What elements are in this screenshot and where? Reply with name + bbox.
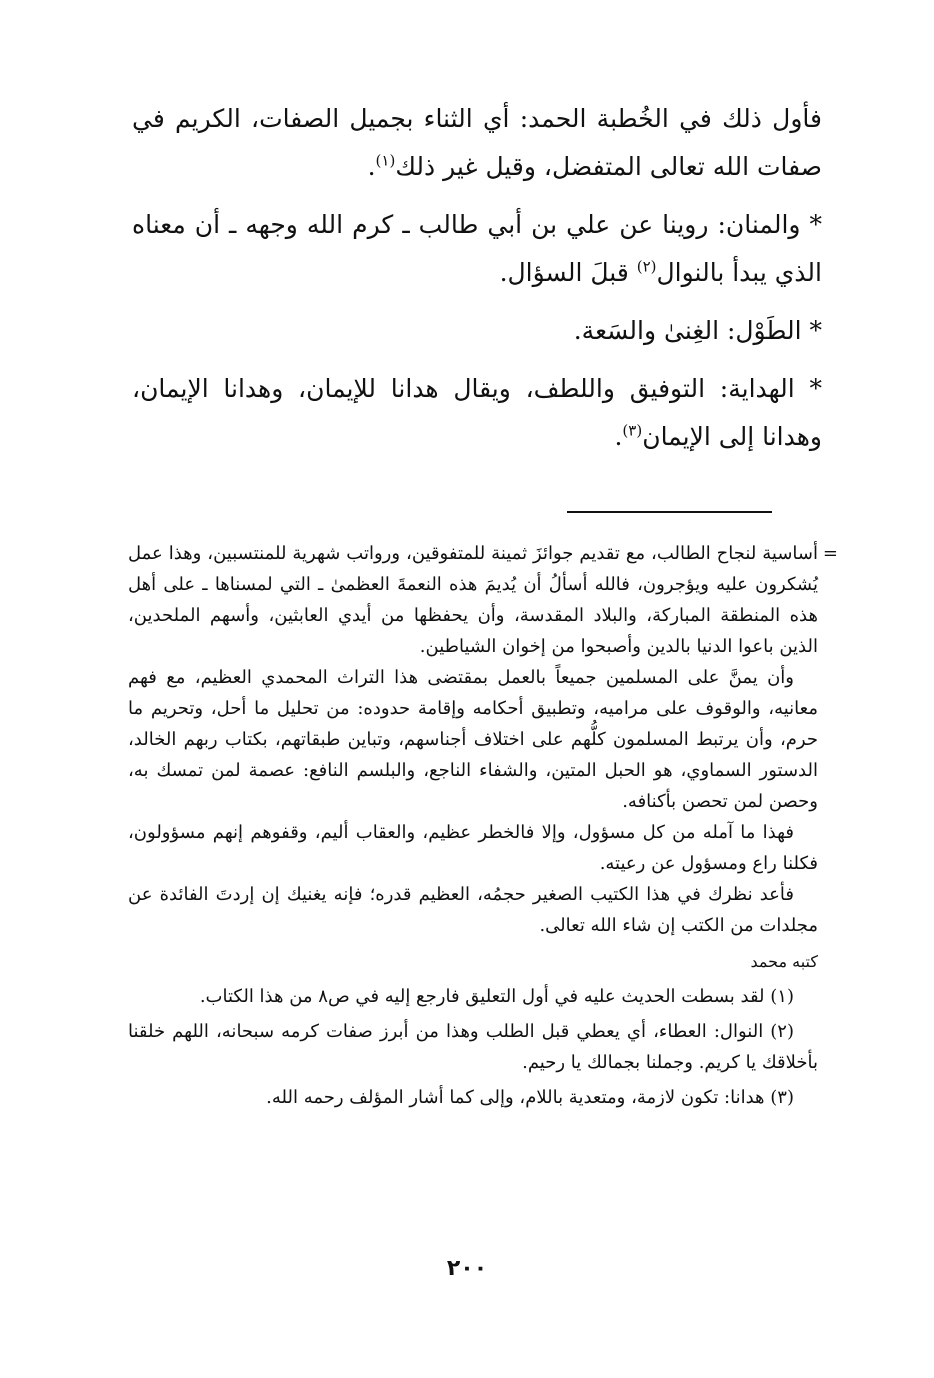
paragraph-hidaya-text: * الهداية: التوفيق واللطف، ويقال هدانا للإيمان، وهدانا الإيمان، وهدانا إلى الإيمان [132, 374, 822, 451]
paragraph-khutba-end: . [367, 152, 376, 181]
paragraph-mannan-end: قبلَ السؤال. [499, 258, 637, 287]
paragraph-mannan [132, 201, 822, 297]
page-number: ٢٠٠ [446, 1256, 488, 1281]
paragraph-hidaya-end: . [614, 422, 623, 451]
note-continuation-text: أساسية لنجاح الطالب، مع تقديم جوائزَ ثمينة للمتفوقين، ورواتب شهرية للمنتسبين، وهذا عمل يُشكرون عليه ويؤجرون، فالله أسألُ أن يُديمَ هذه النعمةَ العظمىٰ ـ التي لمسناها ـ على أهل هذه المنطقة المباركة، والبلاد المقدسة، وأن يحفظها من أيدي العابثين، وأسهم الملحدين، الذين باعوا الدنيا بالدين وأصبحوا من إخوان الشياطين. [128, 543, 818, 657]
note-paragraph-4: فأعد نظرك في هذا الكتيب الصغير حجمُه، العظيم قدره؛ فإنه يغنيك إن إردتَ الفائدة عن مجلدات من الكتب إن شاء الله تعالى. [128, 884, 818, 936]
note-continuation [128, 538, 838, 662]
paragraph-khutba [132, 95, 822, 191]
footnote-separator [567, 511, 772, 513]
footnote-1: (١) لقد بسطت الحديث عليه في أول التعليق فارجع إليه في ص٨ من هذا الكتاب. [199, 986, 794, 1007]
paragraph-mannan-text: * والمنان: روينا عن علي بن أبي طالب ـ كرم الله وجهه ـ أن معناه الذي يبدأ بالنوال [132, 210, 822, 287]
footnote-ref-2: (٢) [636, 257, 657, 276]
footnotes [128, 538, 838, 1117]
paragraph-tawl: * الطَوْل: الغِنىٰ والسَعة. [573, 316, 822, 345]
footnote-ref-1: (١) [375, 151, 396, 170]
footnote-2: (٢) النوال: العطاء، أي يعطي قبل الطلب وهذا من أبرز صفات كرمه سبحانه، اللهم خلقنا بأخلاقك يا كريم. وجملنا بجمالك يا رحيم. [128, 1021, 818, 1073]
paragraph-khutba-text: فأول ذلك في الخُطبة الحمد: أي الثناء بجميل الصفات، الكريم في صفات الله تعالى المتفضل، وقيل غير ذلك [132, 104, 822, 181]
footnote-ref-3: (٣) [622, 421, 643, 440]
main-text [132, 95, 822, 471]
note-paragraph-2: وأن يمنَّ على المسلمين جميعاً بالعمل بمقتضى هذا التراث المحمدي العظيم، مع فهم معانيه، والوقوف على مراميه، وتطبيق أحكامه وإقامة حدوده: من تحليل ما أحل، وتحريم ما حرم، وأن يرتبط المسلمون كلُّهم على اختلاف أجناسهم، وتباين طبقاتهم، بكتاب ربهم الخالد، الدستور السماوي، هو الحبل المتين، والشفاء الناجع، والبلسم النافع: عصمة لمن تمسك به، وحصن لمن تحصن بأكنافه. [128, 667, 818, 812]
signature: كتبه محمد [750, 952, 818, 971]
footnote-3: (٣) هدانا: تكون لازمة، ومتعدية باللام، وإلى كما أشار المؤلف رحمه الله. [266, 1087, 794, 1108]
continuation-mark: = [822, 543, 838, 564]
paragraph-hidaya [132, 365, 822, 461]
note-paragraph-3: فهذا ما آمله من كل مسؤول، وإلا فالخطر عظيم، والعقاب أليم، وقفوهم إنهم مسؤولون، فكلنا راع ومسؤول عن رعيته. [128, 822, 818, 874]
